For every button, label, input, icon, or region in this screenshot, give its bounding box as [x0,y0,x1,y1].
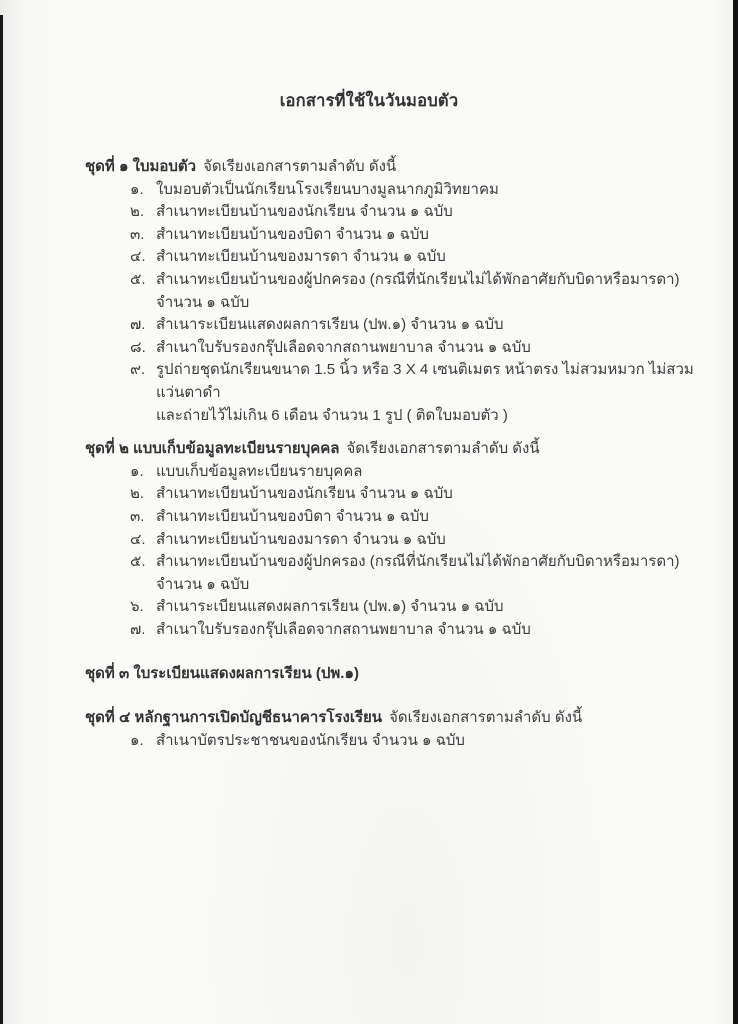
list-item [130,461,700,484]
item-number: ๖. [130,598,144,616]
item-number: ๒. [130,485,145,503]
item-text: สำเนาทะเบียนบ้านของนักเรียน จำนวน ๑ ฉบับ [156,203,453,221]
scan-edge-right-artifact [733,0,738,1024]
item-text: สำเนาทะเบียนบ้านของนักเรียน จำนวน ๑ ฉบับ [156,485,453,503]
item-text: สำเนาใบรับรองกรุ๊ปเลือดจากสถานพยาบาล จำนวน ๑ ฉบับ [156,338,531,356]
item-number: ๑. [130,731,144,749]
list-item [130,269,700,314]
scan-edge-left-artifact [0,15,3,1024]
list-item [130,359,700,404]
list-item [130,596,700,619]
item-text: สำเนาทะเบียนบ้านของบิดา จำนวน ๑ ฉบับ [156,507,429,525]
item-number: ๗. [130,316,146,334]
section-heading [85,707,700,730]
document-set-1 [85,156,700,427]
item-text: สำเนาบัตรประชาชนของนักเรียน จำนวน ๑ ฉบับ [156,731,465,749]
list-item [130,483,700,506]
item-text: สำเนาทะเบียนบ้านของบิดา จำนวน ๑ ฉบับ [156,225,429,243]
item-number: ๔. [130,248,146,266]
item-number: ๔. [130,530,146,548]
item-number-spacer [130,405,156,428]
list-item [130,224,700,247]
section-heading-note: จัดเรียงเอกสารตามลำดับ ดังนี้ [203,158,397,175]
item-text: สำเนาทะเบียนบ้านของผู้ปกครอง (กรณีที่นักเรียนไม่ได้พักอาศัยกับบิดาหรือมารดา) จำนวน ๑ ฉบับ [156,553,680,593]
section-heading-label: ชุดที่ ๑ ใบมอบตัว [85,158,197,175]
item-text: รูปถ่ายชุดนักเรียนขนาด 1.5 นิ้ว หรือ 3 X 4 เซนติเมตร หน้าตรง ไม่สวมหมวก ไม่สวมแว่นตาดำ [156,361,694,401]
item-number: ๓. [130,225,145,243]
list-item [130,337,700,360]
section-heading-label: ชุดที่ ๒ แบบเก็บข้อมูลทะเบียนรายบุคคล [85,440,340,458]
item-number: ๕. [130,270,146,288]
item-text: สำเนาทะเบียนบ้านของผู้ปกครอง (กรณีที่นักเรียนไม่ได้พักอาศัยกับบิดาหรือมารดา) จำนวน ๑ ฉบับ [156,270,680,311]
section-heading-note: จัดเรียงเอกสารตามลำดับ ดังนี้ [389,709,583,727]
item-number: ๕. [130,553,146,571]
document-set-4 [85,707,700,752]
document-body [85,156,700,752]
item-text: ใบมอบตัวเป็นนักเรียนโรงเรียนบางมูลนากภูมิวิทยาคม [156,180,499,198]
section-heading [85,156,700,179]
item-number: ๒. [130,203,145,221]
item-number: ๓. [130,507,145,525]
ordered-list [130,179,700,428]
list-item [130,730,700,753]
section-heading-label: ชุดที่ ๓ ใบระเบียนแสดงผลการเรียน (ปพ.๑) [85,665,359,683]
list-item [130,551,700,596]
section-heading [85,663,700,686]
list-item [130,506,700,529]
item-text: สำเนาระเบียนแสดงผลการเรียน (ปพ.๑) จำนวน ๑ ฉบับ [156,316,504,334]
list-item [130,246,700,269]
section-heading [85,438,700,461]
ordered-list [130,730,700,753]
list-item [130,201,700,224]
list-item [130,619,700,642]
item-number: ๑. [130,180,144,198]
item-text: สำเนาทะเบียนบ้านของมารดา จำนวน ๑ ฉบับ [156,248,446,266]
list-item [130,179,700,202]
item-number: ๙. [130,361,146,379]
list-item [130,314,700,337]
page-title: เอกสารที่ใช้ในวันมอบตัว [279,92,459,110]
section-heading-note: จัดเรียงเอกสารตามลำดับ ดังนี้ [346,440,540,458]
item-text-continuation: และถ่ายไว้ไม่เกิน 6 เดือน จำนวน 1 รูป ( ติดใบมอบตัว ) [156,406,508,424]
item-text: สำเนาทะเบียนบ้านของมารดา จำนวน ๑ ฉบับ [156,530,446,548]
document-set-2 [85,438,700,641]
item-text: แบบเก็บข้อมูลทะเบียนรายบุคคล [156,462,363,480]
list-item-continuation [130,405,700,428]
item-number: ๘. [130,338,146,356]
item-number: ๑. [130,462,144,480]
ordered-list [130,461,700,642]
item-text: สำเนาระเบียนแสดงผลการเรียน (ปพ.๑) จำนวน ๑ ฉบับ [156,598,504,616]
document-set-3 [85,663,700,686]
list-item [130,529,700,552]
item-number: ๗. [130,620,146,638]
item-text: สำเนาใบรับรองกรุ๊ปเลือดจากสถานพยาบาล จำนวน ๑ ฉบับ [156,620,531,638]
section-heading-label: ชุดที่ ๔ หลักฐานการเปิดบัญชีธนาคารโรงเรียน [85,709,383,727]
